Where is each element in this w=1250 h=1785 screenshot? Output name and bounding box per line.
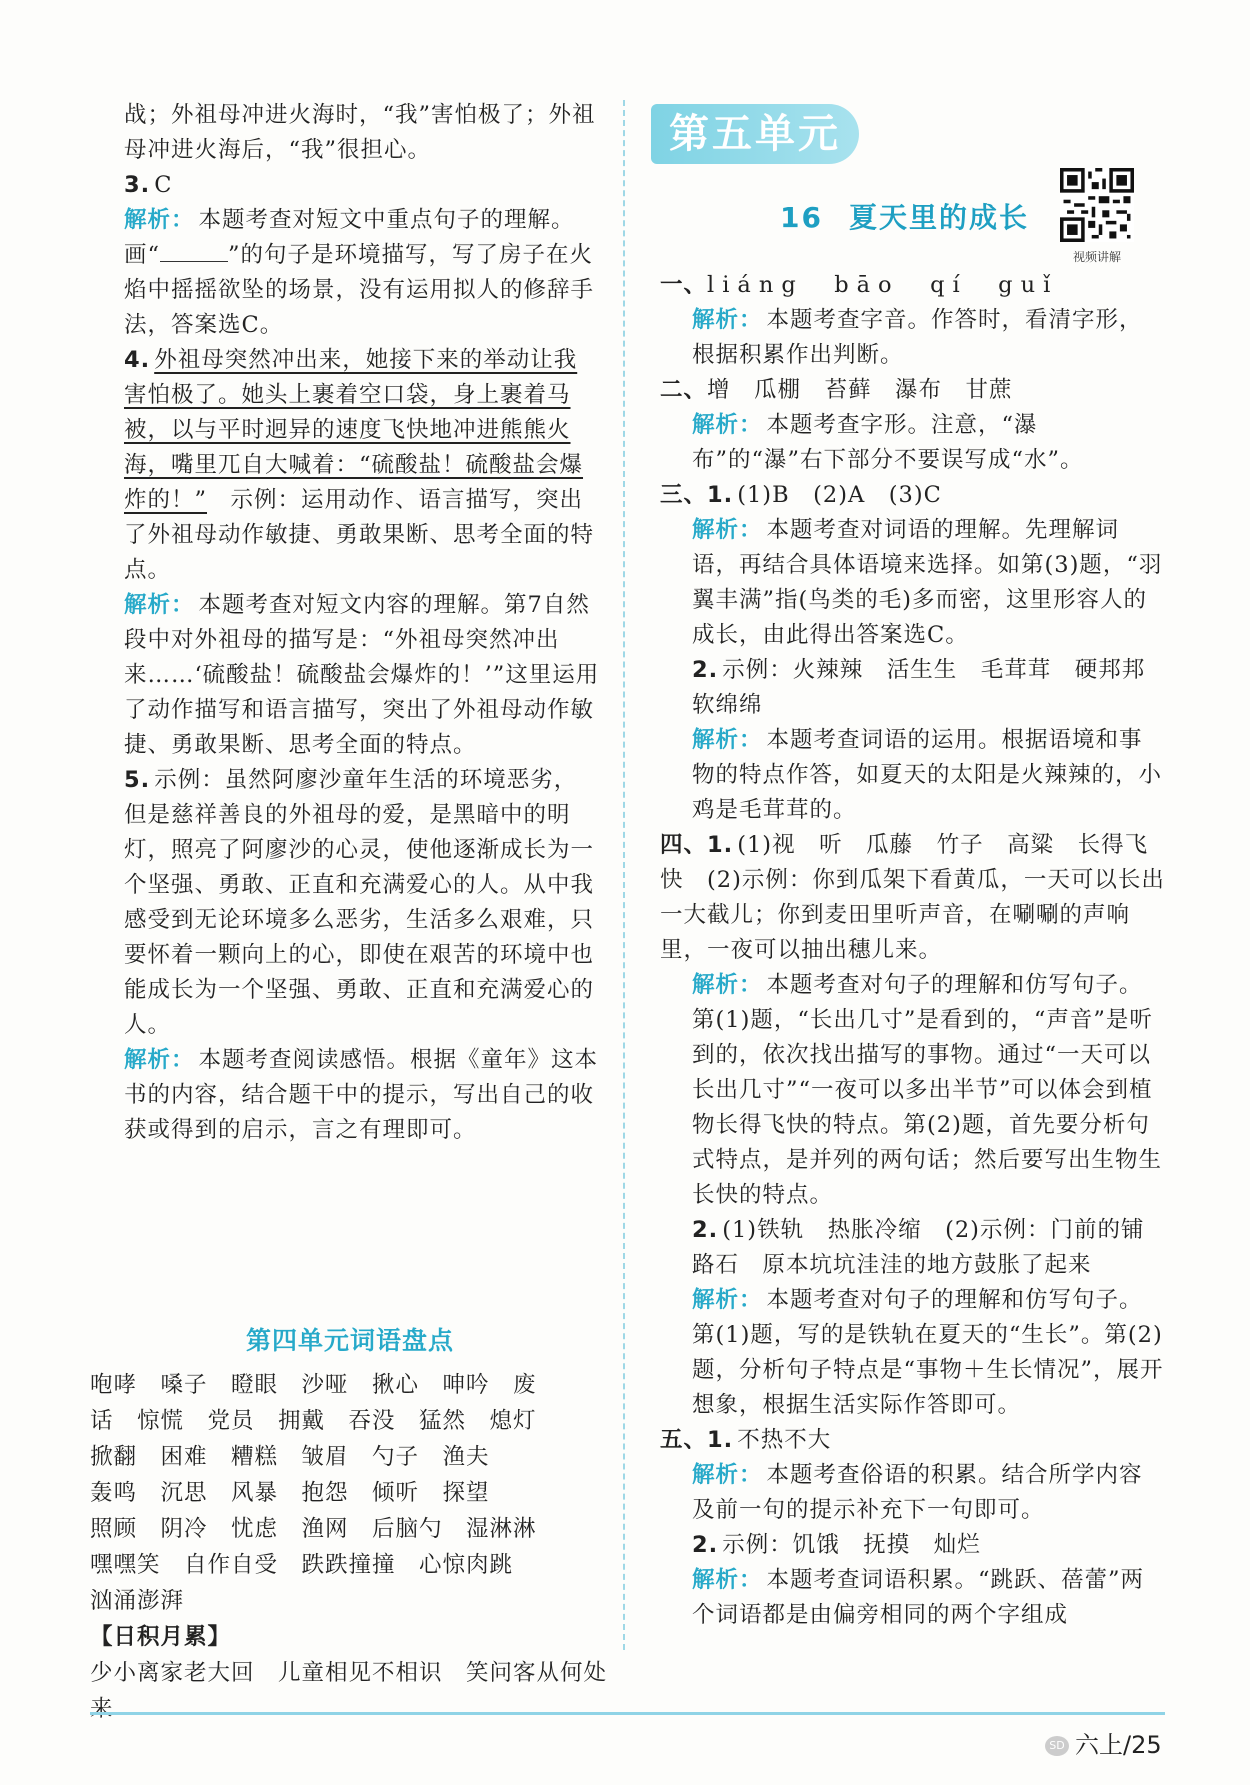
s4-1-explanation: 解析： 本题考查对句子的理解和仿写句子。第(1)题，“长出几寸”是看到的，“声音”是听到的，依次找出描写的事物。通过“一天可以长出几寸”“一夜可以多出半节”可以体会到植物长得飞快的特点。第(2)题，首先要分析句式特点，是并列的两句话；然后要写出生物生长快的特点。 xyxy=(692,972,1163,1208)
q3-explanation: 解析： 本题考查对短文中重点句子的理解。画“ ”的句子是环境描写，写了房子在火焰中摇摇欲坠的场景，没有运用拟人的修辞手法，答案选C。 xyxy=(124,207,595,338)
s5-2-answer: 2. 示例：饥饿 抚摸 灿烂 xyxy=(692,1532,981,1558)
vocab-line: 话 惊慌 党员 拥戴 吞没 猛然 熄灯 xyxy=(90,1408,537,1434)
vocab-line: 咆哮 嗓子 瞪眼 沙哑 揪心 呻吟 废 xyxy=(90,1372,537,1398)
q5-explanation: 解析： 本题考查阅读感悟。根据《童年》这本书的内容，结合题干中的提示，写出自己的收获或得到的启示，言之有理即可。 xyxy=(124,1047,599,1143)
s5-1-answer: 五、1. 不热不大 xyxy=(660,1427,832,1453)
vocab-section xyxy=(90,1305,610,1727)
underline-blank xyxy=(160,243,228,262)
s5-2-explanation: 解析： 本题考查词语积累。“跳跃、蓓蕾”两个词语都是由偏旁相同的两个字组成 xyxy=(692,1567,1145,1628)
q4-explanation: 解析： 本题考查对短文内容的理解。第7自然段中对外祖母的描写是：“外祖母突然冲出来……‘硫酸盐！硫酸盐会爆炸的！’”这里运用了动作描写和语言描写，突出了外祖母动作敏捷、勇敢果断、思考全面的特点。 xyxy=(124,592,600,758)
vocab-line: 掀翻 困难 糟糕 皱眉 勺子 渔夫 xyxy=(90,1444,490,1470)
s3-2-explanation: 解析： 本题考查词语的运用。根据语境和事物的特点作答，如夏天的太阳是火辣辣的，小鸡是毛茸茸的。 xyxy=(692,727,1163,823)
q4-answer: 4. 外祖母突然冲出来，她接下来的举动让我害怕极了。她头上裹着空口袋，身上裹着马被，以与平时迥异的速度飞快地冲进熊熊火海，嘴里兀自大喊着：“硫酸盐！硫酸盐会爆炸的！” 示例：运用动作、语言描写，突出了外祖母动作敏捷、勇敢果断、思考全面的特点。 xyxy=(124,347,595,583)
unit-banner: 第五单元 xyxy=(651,104,859,164)
qr-code-icon[interactable] xyxy=(1060,168,1134,242)
s3-1-answer: 三、1. (1)B (2)A (3)C xyxy=(660,482,942,508)
q2-answer-tail: 战；外祖母冲进火海时，“我”害怕极了；外祖母冲进火海后，“我”很担心。 xyxy=(124,102,596,163)
s2-answer: 二、增 瓜棚 苔藓 瀑布 甘蔗 xyxy=(660,377,1013,403)
footer-rule xyxy=(90,1712,1165,1715)
q4-quoted-passage: 外祖母突然冲出来，她接下来的举动让我害怕极了。她头上裹着空口袋，身上裹着马被，以与平时迥异的速度飞快地冲进熊熊火海，嘴里兀自大喊着：“硫酸盐！硫酸盐会爆炸的！” xyxy=(124,347,584,513)
accumulation-heading: 【日积月累】 xyxy=(90,1624,232,1650)
right-column xyxy=(660,268,1169,1633)
s5-1-explanation: 解析： 本题考查俗语的积累。结合所学内容及前一句的提示补充下一句即可。 xyxy=(692,1462,1143,1523)
q3-answer: 3. C xyxy=(124,172,173,198)
accumulation-text: 少小离家老大回 儿童相见不相识 笑问客从何处来 xyxy=(90,1660,608,1722)
vocab-line: 嘿嘿笑 自作自受 跌跌撞撞 心惊肉跳 xyxy=(90,1552,514,1578)
s2-explanation: 解析： 本题考查字形。注意，“瀑布”的“瀑”右下部分不要误写成“水”。 xyxy=(692,412,1084,473)
vocab-line: 汹涌澎湃 xyxy=(90,1588,185,1614)
lesson-title: 16 夏天里的成长 xyxy=(780,201,1029,234)
s3-1-explanation: 解析： 本题考查对词语的理解。先理解词语，再结合具体语境来选择。如第(3)题，“羽翼丰满”指(鸟类的毛)多而密，这里形容人的成长，由此得出答案选C。 xyxy=(692,517,1163,648)
grade-label: 六上 xyxy=(1075,1731,1123,1759)
publisher-logo-icon: SD xyxy=(1045,1736,1069,1756)
page-footer: SD 六上/25 xyxy=(1045,1725,1162,1760)
q5-answer: 5. 示例：虽然阿廖沙童年生活的环境恶劣，但是慈祥善良的外祖母的爱，是黑暗中的明灯，照亮了阿廖沙的心灵，使他逐渐成长为一个坚强、勇敢、正直和充满爱心的人。从中我感受到无论环境多么恶劣，生活多么艰难，只要怀着一颗向上的心，即使在艰苦的环境中也能成长为一个坚强、勇敢、正直和充满爱心的人。 xyxy=(124,767,595,1038)
column-divider xyxy=(623,100,625,1650)
s4-2-explanation: 解析： 本题考查对句子的理解和仿写句子。第(1)题，写的是铁轨在夏天的“生长”。第(2)题，分析句子特点是“事物＋生长情况”，展开想象，根据生活实际作答即可。 xyxy=(692,1287,1164,1418)
vocab-line: 照顾 阴冷 忧虑 渔网 后脑勺 湿淋淋 xyxy=(90,1516,537,1542)
s1-answer: 一、liáng bāo qí guǐ xyxy=(660,272,1059,298)
s4-2-answer: 2. (1)铁轨 热胀冷缩 (2)示例：门前的铺路石 原本坑坑洼洼的地方鼓胀了起来 xyxy=(692,1217,1145,1278)
page-number: 25 xyxy=(1131,1731,1162,1759)
s3-2-answer: 2. 示例：火辣辣 活生生 毛茸茸 硬邦邦 软绵绵 xyxy=(692,657,1169,718)
s1-explanation: 解析： 本题考查字音。作答时，看清字形，根据积累作出判断。 xyxy=(692,307,1143,368)
s4-1-answer: 四、1. (1)视 听 瓜藤 竹子 高粱 长得飞快 (2)示例：你到瓜架下看黄瓜，一天可以长出一大截儿；你到麦田里听声音，在唰唰的声响里，一夜可以抽出穗儿来。 xyxy=(660,832,1165,963)
qr-label: 视频讲解 xyxy=(1072,250,1121,264)
vocab-line: 轰鸣 沉思 风暴 抱怨 倾听 探望 xyxy=(90,1480,490,1506)
vocab-heading: 第四单元词语盘点 xyxy=(245,1326,454,1355)
left-column xyxy=(124,98,600,1148)
